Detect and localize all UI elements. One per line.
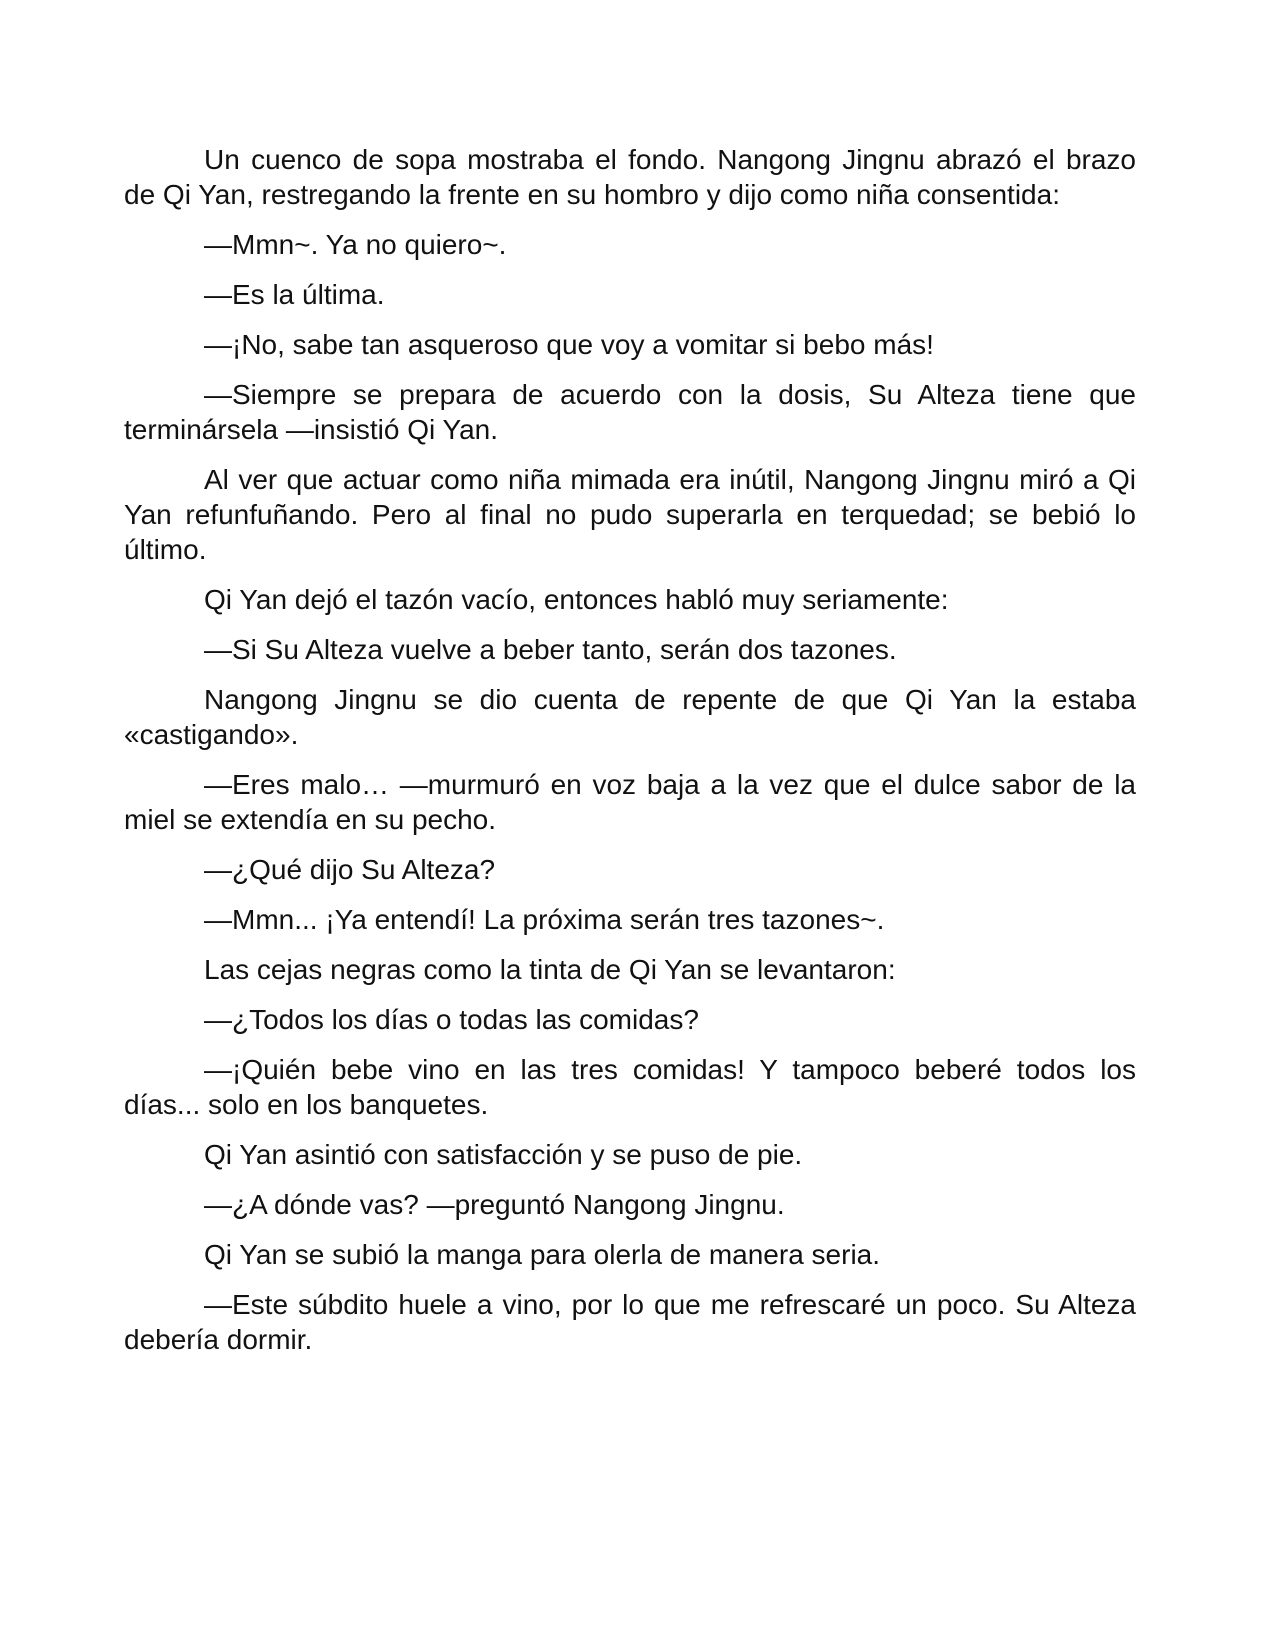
paragraph: —¿Qué dijo Su Alteza?: [204, 854, 496, 885]
paragraph: Un cuenco de sopa mostraba el fondo. Nangong Jingnu abrazó el brazo de Qi Yan, restregando la frente en su hombro y dijo como niña consentida:: [124, 144, 1136, 210]
paragraph: Nangong Jingnu se dio cuenta de repente de que Qi Yan la estaba «castigando».: [124, 684, 1136, 750]
paragraph: —Este súbdito huele a vino, por lo que me refrescaré un poco. Su Alteza debería dormir.: [124, 1289, 1136, 1355]
paragraph: —¡Quién bebe vino en las tres comidas! Y tampoco beberé todos los días... solo en los banquetes.: [124, 1054, 1136, 1120]
paragraph: —Si Su Alteza vuelve a beber tanto, serán dos tazones.: [204, 634, 897, 665]
paragraph: Al ver que actuar como niña mimada era inútil, Nangong Jingnu miró a Qi Yan refunfuñando. Pero al final no pudo superarla en terquedad; se bebió lo último.: [124, 464, 1136, 565]
paragraph: —Eres malo… —murmuró en voz baja a la vez que el dulce sabor de la miel se extendía en su pecho.: [124, 769, 1136, 835]
paragraph: —Siempre se prepara de acuerdo con la dosis, Su Alteza tiene que terminársela —insistió Qi Yan.: [124, 379, 1136, 445]
paragraph: —¿Todos los días o todas las comidas?: [204, 1004, 699, 1035]
paragraph: —Es la última.: [204, 279, 385, 310]
paragraph: —¿A dónde vas? —preguntó Nangong Jingnu.: [204, 1189, 785, 1220]
paragraph: Qi Yan dejó el tazón vacío, entonces habló muy seriamente:: [204, 584, 949, 615]
paragraph: Qi Yan se subió la manga para olerla de manera seria.: [204, 1239, 881, 1270]
document-page: [124, 142, 1136, 1372]
paragraph: —Mmn... ¡Ya entendí! La próxima serán tres tazones~.: [204, 904, 885, 935]
paragraph: —¡No, sabe tan asqueroso que voy a vomitar si bebo más!: [204, 329, 934, 360]
paragraph: Qi Yan asintió con satisfacción y se puso de pie.: [204, 1139, 803, 1170]
paragraph: —Mmn~. Ya no quiero~.: [204, 229, 507, 260]
paragraph: Las cejas negras como la tinta de Qi Yan se levantaron:: [204, 954, 896, 985]
